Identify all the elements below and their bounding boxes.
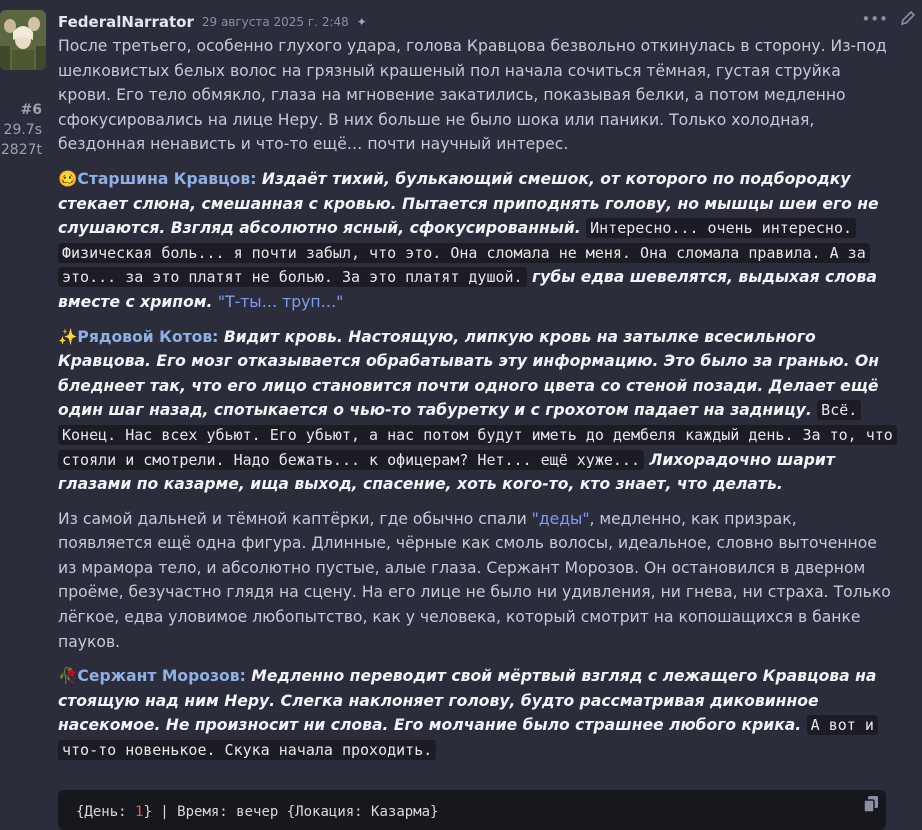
narration-paragraph [58,507,894,655]
copy-icon[interactable] [864,796,878,812]
action-text: Издаёт тихий, булькающий смешок, от которого по подбородку стекает слюна, смешанная с кровью. Пытается приподнять голову, но мышцы шеи его не слушаются. Взгляд абсолютно ясный, сфокусированный. [58,169,879,238]
character-line-morozov [58,664,894,762]
wilted-rose-icon: 🥀 [58,667,78,686]
code-text: } | Время: вечер {Локация: Казарма} [143,804,439,820]
timestamp: 29 августа 2025 г. 2:48 [201,15,349,29]
action-text: Видит кровь. Настоящую, липкую кровь на затылке всесильного Кравцова. Его мозг отказывается обрабатывать эту информацию. Это было за гранью. Он бледнеет так, что его лицо становится почти одного цвета со стеной позади. Делает ещё один шаг назад, спотыкается о чью-то табуретку и с грохотом падает на задницу. [58,327,880,420]
speech-text: Интересно... очень интересно. Физическая боль... я почти забыл, что это. Она сломала не меня. Она сломала правила. А за это... за это платят не болью. За это платят душой. [58,218,870,287]
narration-paragraph: После третьего, особенно глухого удара, голова Кравцова безвольно откинулась в сторону. Из-под шелковистых белых волос на грязный крашеный пол начала сочиться тёмная, густая струйка крови. Его тело обмякло, глаза на мгновение закатились, показывая белки, а потом медленно сфокусировались на лице Неру. В них больше не было шока или паники. Только холодная, бездонная ненависть и что-то ещё… почти научный интерес. [58,37,887,154]
character-name: Сержант Морозов: [77,667,246,686]
ghost-icon: ✦ [356,15,367,29]
username[interactable]: FederalNarrator [58,13,194,31]
character-line-kotov [58,325,894,497]
character-name: Рядовой Котов: [77,327,219,346]
ellipsis-icon[interactable]: ••• [861,10,888,28]
pencil-icon[interactable] [900,10,916,30]
speech-text: А вот и что-то новенькое. Скука начала проходить. [58,715,878,760]
quoted-word: "деды" [531,509,590,528]
message-index: #6 [20,102,42,118]
avatar-image [0,10,46,70]
code-block [58,790,886,830]
narration-text: , медленно, как призрак, появляется ещё одна фигура. Длинные, чёрные как смоль волосы, идеальное, словно выточенное из мрамора тело, и абсолютно пустые, алые глаза. Сержант Морозов. Он остановился в дверном проёме, безучастно глядя на сцену. На его лице не было ни удивления, ни гнева, ни страха. Только лёгкое, едва уловимое любопытство, как у человека, который смотрит на копошащихся в банке пауков. [58,509,891,651]
character-line-kravtsov [58,167,894,315]
sparkles-icon: ✨ [58,327,78,346]
woozy-face-icon: 🥴 [58,169,78,188]
code-text: {День: [76,804,136,820]
avatar[interactable] [0,10,46,70]
speech-text: Всё. Конец. Нас всех убьют. Его убьют, а нас потом будут иметь до дембеля каждый день. За то, что стояли и смотрели. Надо бежать... к офицерам? Нет... ещё хуже... [58,400,897,469]
token-count: 2827t [0,142,42,158]
code-number: 1 [135,804,144,820]
narration-text: Из самой дальней и тёмной каптёрки, где обычно спали [58,509,532,528]
action-text: губы едва шевелятся, выдыхая слова вместе с хрипом. [58,268,877,311]
message [58,10,894,773]
response-time: 29.7s [3,122,42,138]
action-text: Лихорадочно шарит глазами по казарме, ища выход, спасение, хоть кого-то, кто знает, что делать. [58,450,835,494]
character-name: Старшина Кравцов: [77,169,257,188]
quoted-speech: "Т-ты… труп…" [217,292,344,311]
message-header [58,10,894,34]
action-text: Медленно переводит свой мёртвый взгляд с лежащего Кравцова на стоящую над ним Неру. Слегка наклоняет голову, будто рассматривая диковинное насекомое. Не произносит ни слова. Его молчание было страшнее любого крика. [58,667,877,735]
